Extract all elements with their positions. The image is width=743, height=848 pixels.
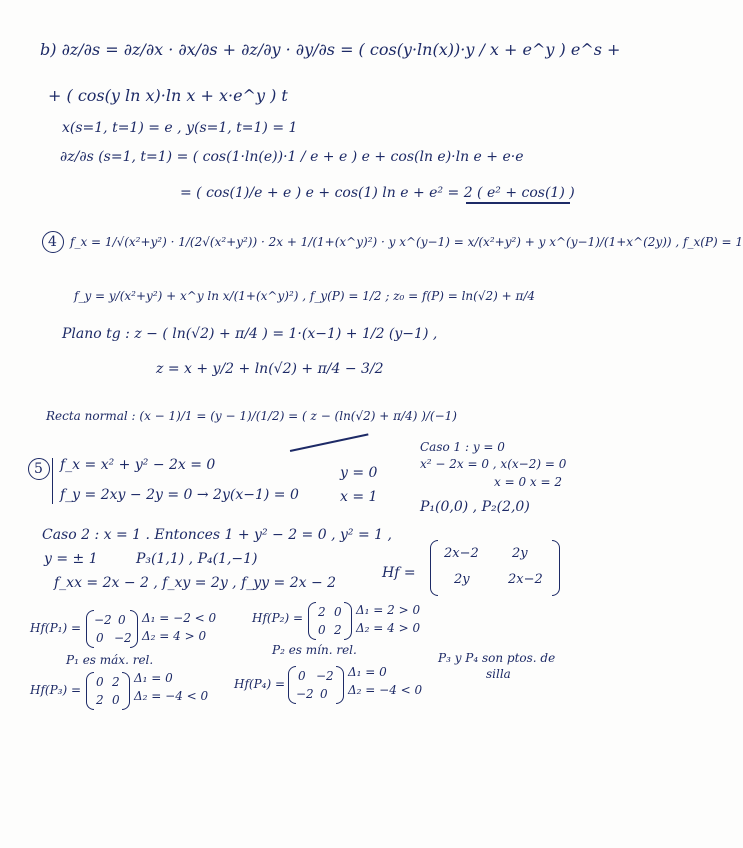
line-evaluation: ∂z/∂s (s=1, t=1) = ( cos(1·ln(e))·1 / e + e ) e + cos(ln e)·ln e + e·e (60, 149, 524, 165)
line-fx-zero: f_x = x² + y² − 2x = 0 (60, 457, 216, 473)
matrix-cell: 2y (512, 546, 528, 561)
hessian-p2-conclusion: P₂ es mín. rel. (272, 643, 357, 657)
problem-number-5: 5 (34, 461, 43, 477)
line-case2: Caso 2 : x = 1 . Entonces 1 + y² − 2 = 0 , y² = 1 , (42, 527, 392, 543)
matrix-cell: 2 (96, 693, 104, 707)
matrix-cell: −2 (296, 687, 314, 701)
matrix-cell: 0 (334, 605, 342, 619)
matrix-cell: −2 (94, 613, 112, 627)
matrix-cell: 0 (320, 687, 328, 701)
matrix-cell: 2y (454, 572, 470, 587)
system-brace (52, 458, 58, 504)
scribble-stroke (290, 433, 369, 451)
hessian-p2-label: Hf(P₂) = (252, 611, 304, 625)
case1-roots: x = 0 x = 2 (494, 475, 562, 489)
problem-number-4: 4 (48, 234, 57, 250)
hessian-p1-label: Hf(P₁) = (30, 621, 82, 635)
hessian-p3-label: Hf(P₃) = (30, 683, 82, 697)
saddle-conclusion: P₃ y P₄ son ptos. de (438, 651, 556, 665)
matrix-cell: 2 (334, 623, 342, 637)
hessian-matrix (430, 540, 560, 596)
matrix-cell: 0 (96, 631, 104, 645)
hessian-p1-conclusion: P₁ es máx. rel. (66, 653, 154, 667)
hessian-p3-matrix (86, 672, 130, 710)
saddle-conclusion-cont: silla (486, 667, 511, 681)
line-chain-rule: b) ∂z/∂s = ∂z/∂x · ∂x/∂s + ∂z/∂y · ∂y/∂s = ( cos(y·ln(x))·y / x + e^y ) e^s + (40, 40, 621, 59)
line-branch-y0: y = 0 (340, 465, 378, 481)
case1-title: Caso 1 : y = 0 (420, 440, 505, 454)
hessian-p3-delta1: Δ₁ = 0 (134, 671, 173, 685)
hessian-p2-matrix (308, 602, 352, 640)
line-tangent-plane-eq: z = x + y/2 + ln(√2) + π/4 − 3/2 (156, 361, 384, 377)
matrix-cell: −2 (114, 631, 132, 645)
line-point-values: x(s=1, t=1) = e , y(s=1, t=1) = 1 (62, 120, 298, 136)
hessian-p1-delta2: Δ₂ = 4 > 0 (142, 629, 207, 643)
hessian-label: Hf = (382, 565, 416, 581)
hessian-p1-delta1: Δ₁ = −2 < 0 (142, 611, 217, 625)
hessian-p4-delta2: Δ₂ = −4 < 0 (348, 683, 423, 697)
line-fy: f_y = y/(x²+y²) + x^y ln x/(1+(x^y)²) , f_y(P) = 1/2 ; z₀ = f(P) = ln(√2) + π/4 (74, 289, 536, 303)
result-underline (466, 202, 570, 204)
line-fy-zero: f_y = 2xy − 2y = 0 → 2y(x−1) = 0 (60, 487, 299, 503)
hessian-p4-delta1: Δ₁ = 0 (348, 665, 387, 679)
line-chain-rule-cont: + ( cos(y ln x)·ln x + x·e^y ) t (48, 86, 288, 105)
hessian-p1-matrix (86, 610, 138, 648)
hessian-p2-delta2: Δ₂ = 4 > 0 (356, 621, 421, 635)
case1-equation: x² − 2x = 0 , x(x−2) = 0 (420, 457, 567, 471)
matrix-cell: 0 (298, 669, 306, 683)
matrix-cell: 2x−2 (508, 572, 543, 587)
line-normal-line: Recta normal : (x − 1)/1 = (y − 1)/(1/2) = ( z − (ln(√2) + π/4) )/(−1) (46, 409, 457, 423)
matrix-cell: −2 (316, 669, 334, 683)
line-fx: f_x = 1/√(x²+y²) · 1/(2√(x²+y²)) · 2x + 1/(1+(x^y)²) · y x^(y−1) = x/(x²+y²) + y x^(y−1)/(1+x^(2y)) , f_x(P) = 1 (70, 235, 743, 249)
line-tangent-plane: Plano tg : z − ( ln(√2) + π/4 ) = 1·(x−1) + 1/2 (y−1) , (62, 326, 438, 342)
hessian-p4-matrix (288, 666, 344, 704)
hessian-p4-label: Hf(P₄) = (234, 677, 286, 691)
line-case2-points: P₃(1,1) , P₄(1,−1) (136, 551, 258, 567)
matrix-cell: 2 (112, 675, 120, 689)
matrix-cell: 0 (96, 675, 104, 689)
line-case2-roots: y = ± 1 (44, 551, 98, 567)
matrix-cell: 0 (112, 693, 120, 707)
line-second-derivatives: f_xx = 2x − 2 , f_xy = 2y , f_yy = 2x − 2 (54, 575, 337, 591)
matrix-cell: 2x−2 (444, 546, 479, 561)
hessian-p2-delta1: Δ₁ = 2 > 0 (356, 603, 421, 617)
line-branch-x1: x = 1 (340, 489, 378, 505)
line-result: = ( cos(1)/e + e ) e + cos(1) ln e + e² = 2 ( e² + cos(1) ) (180, 185, 575, 201)
hessian-p3-delta2: Δ₂ = −4 < 0 (134, 689, 209, 703)
case1-points: P₁(0,0) , P₂(2,0) (420, 499, 530, 515)
matrix-cell: 0 (318, 623, 326, 637)
matrix-cell: 2 (318, 605, 326, 619)
matrix-cell: 0 (118, 613, 126, 627)
